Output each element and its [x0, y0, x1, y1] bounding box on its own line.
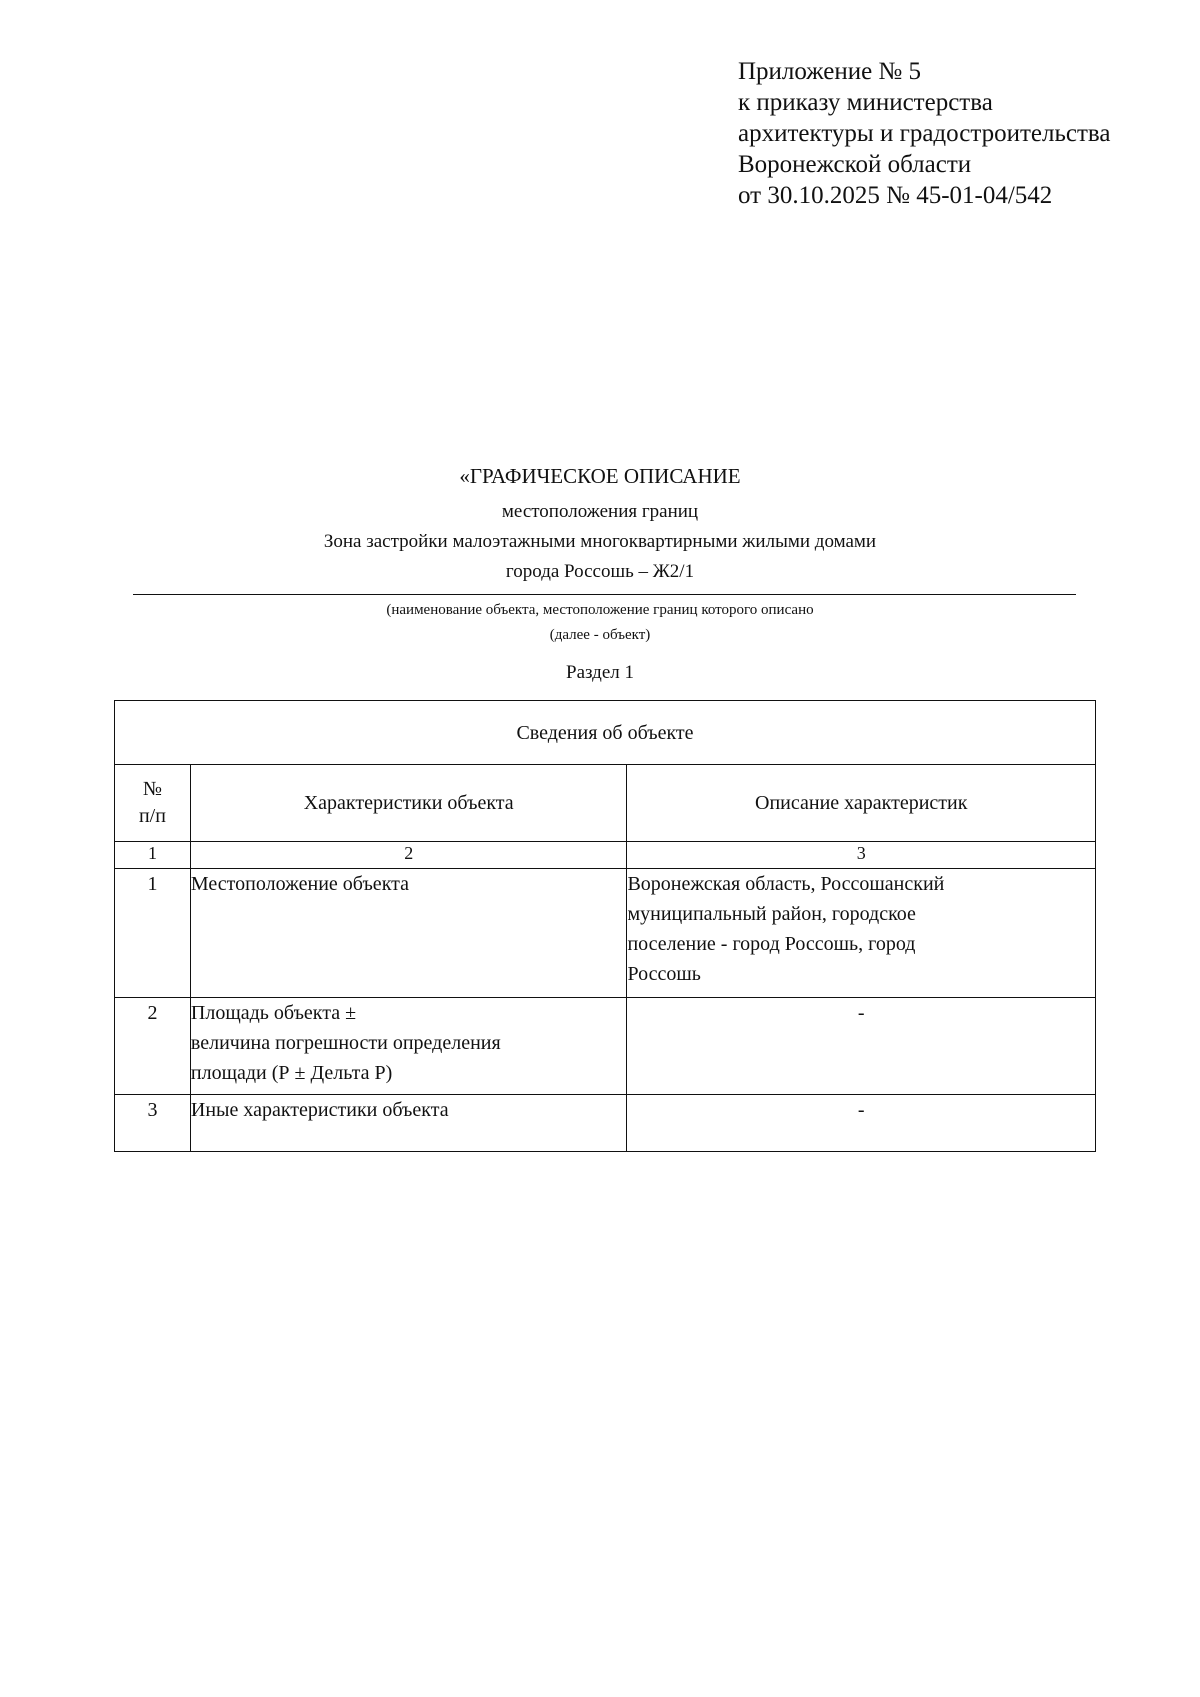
description-line: Воронежская область, Россошанский [627, 873, 945, 895]
appendix-header [738, 56, 1110, 211]
header-num [115, 765, 191, 842]
title-line-3: города Россошь – Ж2/1 [505, 561, 695, 582]
appendix-line: архитектуры и градостроительства [738, 120, 1111, 147]
row-number: 3 [115, 1095, 191, 1152]
object-info-table [114, 700, 1096, 1152]
characteristic-line: Местоположение объекта [190, 873, 410, 895]
object-name-note [120, 598, 1080, 648]
table-row [115, 1095, 1096, 1152]
section-label: Раздел 1 [566, 662, 634, 683]
appendix-line: к приказу министерства [738, 89, 993, 116]
title-line-1: местоположения границ [501, 501, 699, 522]
column-index: 3 [627, 842, 1096, 869]
column-index-row [115, 842, 1096, 869]
row-number: 1 [115, 869, 191, 998]
title-underline [133, 594, 1076, 595]
row-description [627, 869, 1096, 998]
characteristic-line: Площадь объекта ± [190, 1002, 357, 1024]
table-row [115, 869, 1096, 998]
row-characteristic [190, 869, 627, 998]
header-num-line-2: п/п [138, 805, 166, 827]
document-title: «ГРАФИЧЕСКОЕ ОПИСАНИЕ [459, 464, 741, 488]
row-characteristic [190, 1095, 627, 1152]
header-characteristics: Характеристики объекта [190, 765, 627, 842]
header-description: Описание характеристик [627, 765, 1096, 842]
appendix-line: от 30.10.2025 № 45-01-04/542 [738, 182, 1053, 209]
appendix-line: Приложение № 5 [738, 58, 922, 85]
header-num-line-1: № [142, 778, 162, 800]
note-line-2: (далее - объект) [549, 627, 651, 643]
description-line: Россошь [627, 963, 701, 985]
characteristic-line: Иные характеристики объекта [190, 1099, 449, 1121]
row-number: 2 [115, 998, 191, 1095]
document-title-block [120, 462, 1080, 587]
note-line-1: (наименование объекта, местоположение границ которого описано [386, 602, 814, 618]
description-line: поселение - город Россошь, город [627, 933, 916, 955]
appendix-line: Воронежской области [738, 151, 972, 178]
row-description: - [627, 1095, 1096, 1152]
row-characteristic [190, 998, 627, 1095]
description-line: муниципальный район, городское [627, 903, 916, 925]
title-line-2: Зона застройки малоэтажными многоквартирными жилыми домами [323, 531, 877, 552]
table-header-row [115, 765, 1096, 842]
table-caption: Сведения об объекте [115, 701, 1096, 765]
characteristic-line: величина погрешности определения [190, 1032, 501, 1054]
column-index: 2 [190, 842, 627, 869]
characteristic-line: площади (Р ± Дельта Р) [190, 1062, 393, 1084]
column-index: 1 [115, 842, 191, 869]
table-row [115, 998, 1096, 1095]
row-description: - [627, 998, 1096, 1095]
